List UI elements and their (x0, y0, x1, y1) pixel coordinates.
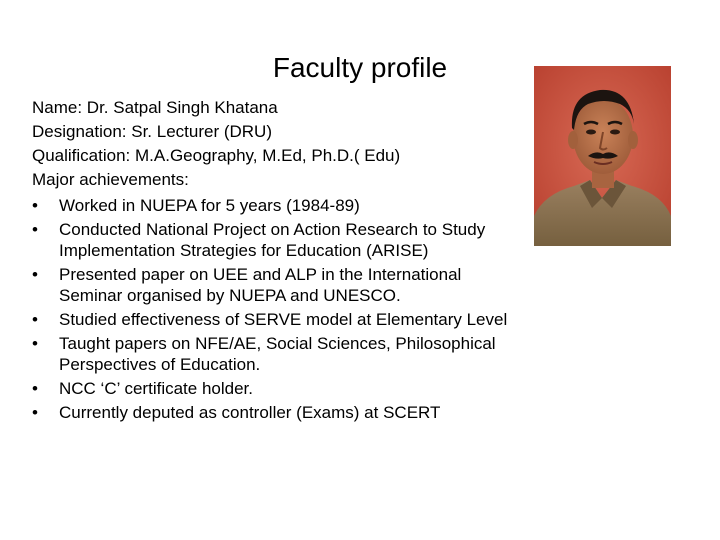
achievement-text: Conducted National Project on Action Research to Study Implementation Strategies for Education (ARISE) (59, 220, 486, 260)
bullet-icon: • (32, 265, 38, 284)
bullet-icon: • (32, 379, 38, 398)
eye-right (610, 130, 620, 135)
achievement-item (32, 219, 522, 261)
achievements-heading: Major achievements: (32, 170, 189, 189)
bullet-icon: • (32, 403, 38, 422)
bullet-icon: • (32, 334, 38, 353)
bullet-icon: • (32, 196, 38, 215)
ear-right (628, 131, 638, 149)
profile-content (32, 96, 522, 423)
profile-photo (534, 66, 671, 246)
portrait-illustration (534, 66, 671, 246)
achievement-text: Currently deputed as controller (Exams) at SCERT (59, 403, 441, 422)
achievement-text: Studied effectiveness of SERVE model at Elementary Level (59, 310, 508, 329)
achievement-text: Presented paper on UEE and ALP in the International Seminar organised by NUEPA and UNESCO. (59, 265, 462, 305)
ear-left (568, 131, 578, 149)
achievement-item (32, 195, 522, 216)
achievement-item (32, 378, 522, 399)
achievement-item (32, 264, 522, 306)
achievement-item (32, 402, 522, 423)
name-line: Name: Dr. Satpal Singh Khatana (32, 98, 278, 117)
achievement-text: NCC ‘C’ certificate holder. (59, 379, 253, 398)
designation-line: Designation: Sr. Lecturer (DRU) (32, 122, 272, 141)
achievement-item (32, 333, 522, 375)
eye-left (586, 130, 596, 135)
bullet-icon: • (32, 220, 38, 239)
achievement-text: Worked in NUEPA for 5 years (1984-89) (59, 196, 360, 215)
qualification-line: Qualification: M.A.Geography, M.Ed, Ph.D.( Edu) (32, 146, 401, 165)
slide-title: Faculty profile (272, 52, 448, 83)
achievement-text: Taught papers on NFE/AE, Social Sciences, Philosophical Perspectives of Education. (59, 334, 496, 374)
achievements-list (32, 195, 522, 423)
bullet-icon: • (32, 310, 38, 329)
achievement-item (32, 309, 522, 330)
